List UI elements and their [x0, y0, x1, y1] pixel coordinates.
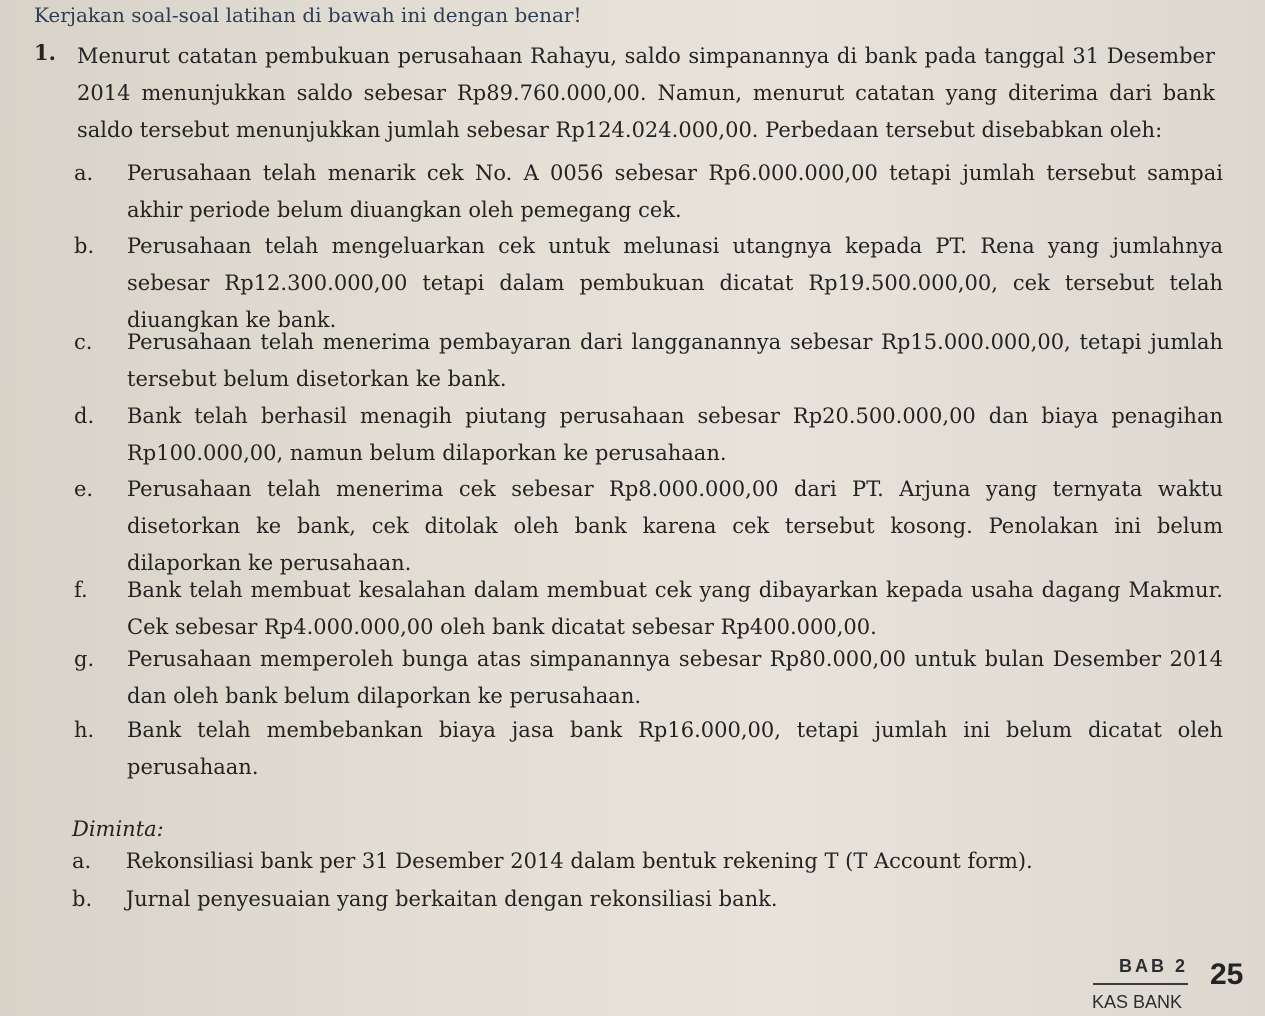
condition-item-d [74, 398, 1223, 472]
asked-label: Diminta: [72, 817, 164, 841]
condition-text: Perusahaan telah mengeluarkan cek untuk melunasi utangnya kepada PT. Rena yang jumlahnya sebesar Rp12.300.000,00 tetapi dalam pembukuan dicatat Rp19.500.000,00, cek tersebut telah diuangkan ke bank. [127, 234, 1223, 332]
page-number: 25 [1210, 958, 1244, 991]
condition-text: Perusahaan telah menerima pembayaran dari langganannya sebesar Rp15.000.000,00, tetapi jumlah tersebut belum disetorkan ke bank. [127, 330, 1223, 391]
chapter-subject: KAS BANK [1092, 992, 1183, 1012]
condition-item-h [74, 712, 1223, 786]
condition-letter: f. [74, 578, 88, 602]
exercise-heading: Kerjakan soal-soal latihan di bawah ini dengan benar! [34, 3, 582, 27]
condition-item-g [74, 641, 1223, 715]
condition-item-f [74, 572, 1223, 646]
asked-text: Jurnal penyesuaian yang berkaitan dengan rekonsiliasi bank. [125, 887, 778, 911]
chapter-label: BAB 2 [1093, 954, 1188, 985]
condition-letter: a. [74, 161, 94, 185]
asked-item-b [72, 884, 1072, 914]
condition-letter: b. [74, 234, 95, 258]
condition-letter: d. [74, 404, 95, 428]
condition-item-a [74, 155, 1223, 229]
asked-letter: a. [72, 849, 92, 873]
condition-text: Perusahaan memperoleh bunga atas simpanannya sebesar Rp80.000,00 untuk bulan Desember 2014 dan oleh bank belum dilaporkan ke perusahaan. [127, 647, 1223, 708]
asked-item-a [72, 846, 1072, 876]
condition-letter: e. [74, 477, 94, 501]
condition-item-c [74, 324, 1223, 398]
condition-letter: g. [74, 647, 95, 671]
condition-item-e [74, 471, 1223, 582]
condition-letter: h. [74, 718, 95, 742]
condition-letter: c. [74, 330, 93, 354]
question-number: 1. [34, 40, 56, 65]
asked-text: Rekonsiliasi bank per 31 Desember 2014 dalam bentuk rekening T (T Account form). [125, 849, 1033, 873]
condition-text: Perusahaan telah menerima cek sebesar Rp8.000.000,00 dari PT. Arjuna yang ternyata waktu disetorkan ke bank, cek ditolak oleh bank karena cek tersebut kosong. Penolakan ini belum dilaporkan ke perusahaan. [127, 477, 1223, 575]
asked-letter: b. [72, 887, 93, 911]
condition-text: Perusahaan telah menarik cek No. A 0056 sebesar Rp6.000.000,00 tetapi jumlah tersebut sampai akhir periode belum diuangkan oleh pemegang cek. [127, 161, 1223, 222]
condition-item-b [74, 228, 1223, 339]
question-text: Menurut catatan pembukuan perusahaan Rahayu, saldo simpanannya di bank pada tanggal 31 Desember 2014 menunjukkan saldo sebesar Rp89.760.000,00. Namun, menurut catatan yang diterima dari bank saldo tersebut menunjukkan jumlah sebesar Rp124.024.000,00. Perbedaan tersebut disebabkan oleh: [77, 44, 1215, 142]
condition-text: Bank telah membuat kesalahan dalam membuat cek yang dibayarkan kepada usaha dagang Makmur. Cek sebesar Rp4.000.000,00 oleh bank dicatat sebesar Rp400.000,00. [127, 578, 1223, 639]
condition-text: Bank telah berhasil menagih piutang perusahaan sebesar Rp20.500.000,00 dan biaya penagihan Rp100.000,00, namun belum dilaporkan ke perusahaan. [127, 404, 1223, 465]
condition-text: Bank telah membebankan biaya jasa bank Rp16.000,00, tetapi jumlah ini belum dicatat oleh perusahaan. [127, 718, 1223, 779]
